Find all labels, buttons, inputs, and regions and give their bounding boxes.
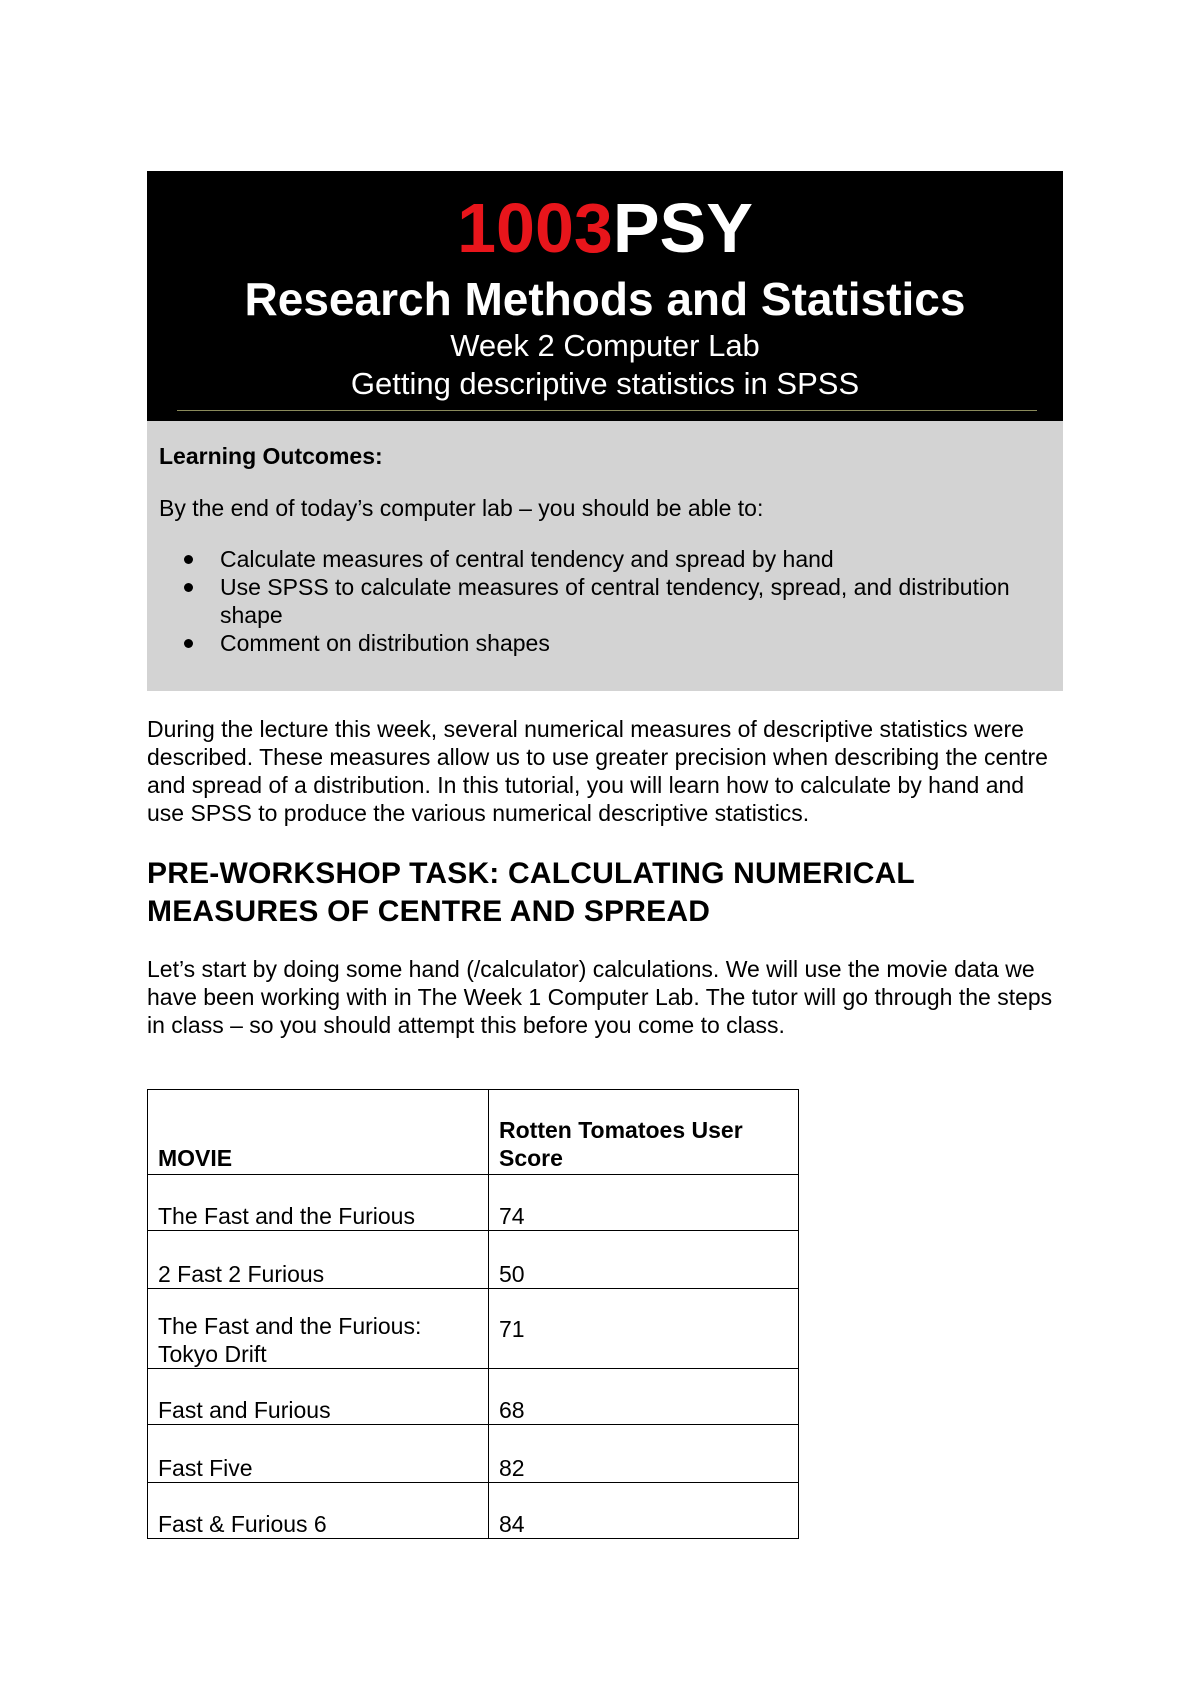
table-row: [148, 1289, 799, 1369]
table-cell-movie: The Fast and the Furious: Tokyo Drift: [148, 1289, 489, 1369]
course-code-suffix: PSY: [612, 189, 753, 267]
header-banner: [147, 171, 1063, 421]
table-cell-movie: The Fast and the Furious: [148, 1175, 489, 1231]
learning-outcomes-list: [159, 545, 1051, 657]
list-item: [220, 573, 1051, 629]
learning-outcomes-box: [147, 421, 1063, 691]
task-paragraph: Let’s start by doing some hand (/calculator) calculations. We will use the movie data we have been working with in The Week 1 Computer Lab. The tutor will go through the steps in class – so you should attempt this before you come to class.: [147, 956, 1053, 1038]
table-header-score: Rotten Tomatoes User Score: [489, 1090, 799, 1175]
table-cell-score: 68: [489, 1369, 799, 1425]
course-title: Research Methods and Statistics: [244, 273, 966, 325]
section-heading: PRE-WORKSHOP TASK: CALCULATING NUMERICAL MEASURES OF CENTRE AND SPREAD: [147, 857, 915, 928]
lab-week: Week 2 Computer Lab: [450, 328, 760, 363]
list-item: [220, 545, 1051, 573]
table-header-movie: MOVIE: [148, 1090, 489, 1175]
table-cell-movie: Fast Five: [148, 1425, 489, 1483]
table-cell-movie: Fast & Furious 6: [148, 1483, 489, 1539]
table-header-row: [148, 1090, 799, 1175]
list-item: [220, 629, 1051, 657]
list-item-text: Use SPSS to calculate measures of central tendency, spread, and distribution shape: [220, 574, 1010, 628]
list-item-text: Calculate measures of central tendency and spread by hand: [220, 546, 834, 572]
table-row: [148, 1425, 799, 1483]
bullet-icon: [184, 639, 193, 648]
table-cell-score: 50: [489, 1231, 799, 1289]
table-cell-score: 74: [489, 1175, 799, 1231]
document-page: [147, 171, 1063, 1539]
learning-outcomes-heading: Learning Outcomes:: [159, 443, 383, 469]
bullet-icon: [184, 555, 193, 564]
table-row: [148, 1483, 799, 1539]
list-item-text: Comment on distribution shapes: [220, 630, 550, 656]
table-cell-score: 71: [489, 1289, 799, 1369]
bullet-icon: [184, 583, 193, 592]
table-row: [148, 1175, 799, 1231]
movie-score-table: [147, 1089, 799, 1539]
lab-topic: Getting descriptive statistics in SPSS: [350, 366, 860, 401]
banner-divider: [177, 410, 1037, 411]
intro-paragraph: During the lecture this week, several numerical measures of descriptive statistics were described. These measures allow us to use greater precision when describing the centre and spread of a distribution. In this tutorial, you will learn how to calculate by hand and use SPSS to produce the various numerical descriptive statistics.: [147, 716, 1048, 826]
table-cell-score: 82: [489, 1425, 799, 1483]
table-row: [148, 1369, 799, 1425]
table-cell-movie: 2 Fast 2 Furious: [148, 1231, 489, 1289]
table-row: [148, 1231, 799, 1289]
table-cell-movie: Fast and Furious: [148, 1369, 489, 1425]
table-cell-score: 84: [489, 1483, 799, 1539]
course-code-number: 1003: [457, 189, 613, 267]
course-code: [147, 189, 1063, 267]
learning-outcomes-intro: By the end of today’s computer lab – you should be able to:: [159, 495, 764, 521]
